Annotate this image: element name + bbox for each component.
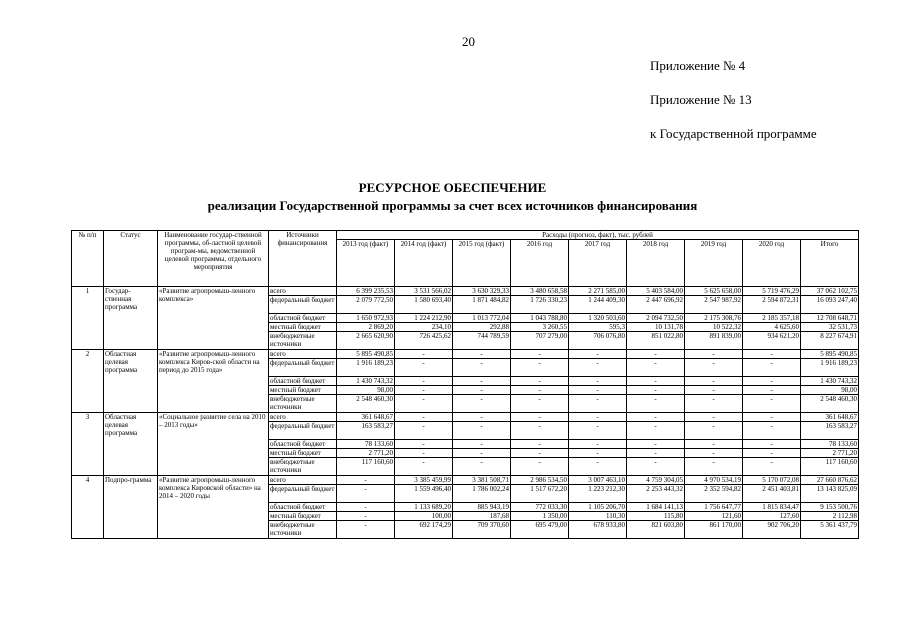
row-value-cell: - [395,386,453,395]
row-value-cell: - [511,413,569,422]
row-value-cell: 2 451 403,81 [743,485,801,503]
row-value-cell: 1 726 330,23 [511,296,569,314]
row-value-cell: - [743,350,801,359]
row-total-cell: 1 916 189,23 [801,359,859,377]
row-value-cell: - [511,377,569,386]
row-value-cell: 678 933,80 [569,521,627,539]
row-program-name: «Развитие агропромыш-ленного комплекса Киров-ской области на период до 2015 года» [158,350,269,413]
row-total-cell: 2 771,20 [801,449,859,458]
header-year: 2018 год [627,240,685,287]
row-value-cell: 851 022,80 [627,332,685,350]
row-source: федеральный бюджет [269,422,337,440]
row-value-cell: - [337,521,395,539]
row-source: внебюджетные источники [269,395,337,413]
row-total-cell: 163 583,27 [801,422,859,440]
row-value-cell: 595,3 [569,323,627,332]
row-source: всего [269,413,337,422]
row-value-cell: - [743,377,801,386]
table-row [72,287,859,296]
row-value-cell: 117 160,60 [337,458,395,476]
row-value-cell: 3 260,55 [511,323,569,332]
row-source: федеральный бюджет [269,485,337,503]
row-source: местный бюджет [269,323,337,332]
row-value-cell: - [453,386,511,395]
row-value-cell: 1 105 206,70 [569,503,627,512]
row-number: 1 [72,287,104,350]
row-value-cell: - [569,440,627,449]
table-body [72,287,859,539]
row-value-cell: - [511,422,569,440]
row-program-name: «Развитие агропромыш-ленного комплекса Кировской области» на 2014 – 2020 годы [158,476,269,539]
row-status: Государ-ственная программа [104,287,158,350]
row-value-cell: 3 385 459,99 [395,476,453,485]
table-row [72,413,859,422]
row-value-cell: - [511,350,569,359]
row-value-cell: - [685,413,743,422]
header-year: 2013 год (факт) [337,240,395,287]
row-value-cell: - [569,386,627,395]
row-source: всего [269,287,337,296]
header-expenses: Расходы (прогноз, факт), тыс. рублей [337,231,859,240]
row-total-cell: 8 227 674,91 [801,332,859,350]
row-value-cell: 1 350,00 [511,512,569,521]
row-program-name: «Социальное развитие села на 2010 – 2013 годы» [158,413,269,476]
row-value-cell: 1 244 409,30 [569,296,627,314]
row-value-cell: 2 665 620,90 [337,332,395,350]
row-value-cell: - [395,422,453,440]
row-value-cell: - [627,377,685,386]
row-value-cell: - [743,386,801,395]
row-value-cell: 709 370,60 [453,521,511,539]
row-value-cell: 1 786 002,24 [453,485,511,503]
row-total-cell: 98,00 [801,386,859,395]
appendix-line-3: к Государственной программе [650,126,817,141]
row-value-cell: 2 594 872,31 [743,296,801,314]
row-total-cell: 5 361 437,79 [801,521,859,539]
row-value-cell: 5 403 584,00 [627,287,685,296]
row-value-cell: 1 580 693,40 [395,296,453,314]
row-source: федеральный бюджет [269,359,337,377]
row-value-cell: - [685,449,743,458]
row-value-cell: 115,80 [627,512,685,521]
row-value-cell: - [453,395,511,413]
row-value-cell: 10 522,32 [685,323,743,332]
row-value-cell: 1 430 743,32 [337,377,395,386]
row-value-cell: 2 079 772,50 [337,296,395,314]
row-total-cell: 32 531,73 [801,323,859,332]
row-value-cell: - [569,350,627,359]
row-value-cell: 1 916 189,23 [337,359,395,377]
row-value-cell: 695 479,00 [511,521,569,539]
row-value-cell: - [569,413,627,422]
row-value-cell: - [511,440,569,449]
row-value-cell: - [569,377,627,386]
row-value-cell: 3 630 329,33 [453,287,511,296]
row-value-cell: - [453,413,511,422]
row-total-cell: 5 895 490,85 [801,350,859,359]
row-value-cell: - [337,476,395,485]
row-value-cell: 1 224 212,90 [395,314,453,323]
row-value-cell: 4 759 304,05 [627,476,685,485]
row-source: всего [269,350,337,359]
row-value-cell: - [511,386,569,395]
row-value-cell: - [453,422,511,440]
row-total-cell: 9 153 500,76 [801,503,859,512]
row-value-cell: - [627,395,685,413]
row-value-cell: 744 789,59 [453,332,511,350]
row-value-cell: 5 625 658,00 [685,287,743,296]
row-value-cell: - [395,350,453,359]
row-value-cell: 234,10 [395,323,453,332]
row-value-cell: - [511,458,569,476]
row-value-cell: 5 170 072,08 [743,476,801,485]
row-value-cell: - [743,413,801,422]
row-source: федеральный бюджет [269,296,337,314]
row-total-cell: 16 093 247,40 [801,296,859,314]
table-row [72,476,859,485]
row-total-cell: 27 660 876,62 [801,476,859,485]
table-row [72,350,859,359]
row-value-cell: 4 625,60 [743,323,801,332]
row-value-cell: 1 756 647,77 [685,503,743,512]
row-value-cell: 1 133 689,20 [395,503,453,512]
row-value-cell: 1 559 496,40 [395,485,453,503]
row-value-cell: - [685,440,743,449]
row-value-cell: 292,88 [453,323,511,332]
row-value-cell: - [627,458,685,476]
row-value-cell: 1 013 772,04 [453,314,511,323]
row-value-cell: 187,68 [453,512,511,521]
row-value-cell: - [569,359,627,377]
row-source: местный бюджет [269,512,337,521]
row-value-cell: 2 869,20 [337,323,395,332]
document-title: РЕСУРСНОЕ ОБЕСПЕЧЕНИЕ [358,180,547,195]
row-value-cell: 2 548 460,30 [337,395,395,413]
row-source: внебюджетные источники [269,332,337,350]
row-value-cell: 98,00 [337,386,395,395]
row-program-name: «Развитие агропромыш-ленного комплекса» [158,287,269,350]
row-total-cell: 12 708 648,71 [801,314,859,323]
row-value-cell: - [685,395,743,413]
row-value-cell: - [743,359,801,377]
row-value-cell: 821 603,80 [627,521,685,539]
row-value-cell: 3 531 566,02 [395,287,453,296]
header-year: 2015 год (факт) [453,240,511,287]
row-value-cell: 127,60 [743,512,801,521]
resource-table [71,230,859,539]
row-value-cell: - [685,350,743,359]
row-value-cell: 1 223 212,30 [569,485,627,503]
row-value-cell: - [627,413,685,422]
row-value-cell: - [337,512,395,521]
row-status: Областная целевая программа [104,350,158,413]
row-value-cell: 1 320 503,60 [569,314,627,323]
row-value-cell: 1 650 972,93 [337,314,395,323]
row-total-cell: 117 160,60 [801,458,859,476]
row-value-cell: - [685,458,743,476]
row-source: всего [269,476,337,485]
row-value-cell: 6 399 235,53 [337,287,395,296]
row-value-cell: - [337,485,395,503]
appendix-line-1: Приложение № 4 [650,58,746,73]
row-value-cell: 3 007 463,10 [569,476,627,485]
row-value-cell: - [685,386,743,395]
row-source: местный бюджет [269,449,337,458]
row-value-cell: 2 547 987,92 [685,296,743,314]
row-value-cell: - [453,377,511,386]
row-value-cell: - [453,350,511,359]
row-value-cell: - [337,503,395,512]
row-value-cell: 1 871 484,82 [453,296,511,314]
row-value-cell: - [395,440,453,449]
row-value-cell: 707 279,00 [511,332,569,350]
row-value-cell: - [743,395,801,413]
row-value-cell: 1 517 672,20 [511,485,569,503]
row-value-cell: 2 185 357,18 [743,314,801,323]
row-value-cell: 706 076,80 [569,332,627,350]
row-value-cell: 4 970 534,19 [685,476,743,485]
row-status: Областная целевая программа [104,413,158,476]
row-value-cell: - [569,449,627,458]
row-value-cell: 2 094 732,50 [627,314,685,323]
page-number: 20 [462,34,475,49]
row-source: областной бюджет [269,440,337,449]
row-value-cell: - [627,350,685,359]
row-value-cell: - [395,449,453,458]
row-value-cell: - [627,422,685,440]
row-total-cell: 1 430 743,32 [801,377,859,386]
row-value-cell: - [453,440,511,449]
row-value-cell: 1 684 141,13 [627,503,685,512]
row-number: 4 [72,476,104,539]
header-num: № п/п [72,231,104,287]
row-total-cell: 2 112,98 [801,512,859,521]
row-value-cell: 3 381 508,71 [453,476,511,485]
header-total: Итого [801,240,859,287]
row-total-cell: 2 548 460,30 [801,395,859,413]
row-value-cell: - [395,359,453,377]
row-value-cell: - [569,458,627,476]
row-value-cell: - [453,449,511,458]
row-value-cell: 10 131,78 [627,323,685,332]
row-value-cell: - [511,359,569,377]
row-value-cell: - [743,422,801,440]
row-value-cell: - [569,395,627,413]
row-value-cell: - [395,395,453,413]
row-value-cell: 163 583,27 [337,422,395,440]
row-value-cell: 3 480 658,58 [511,287,569,296]
row-value-cell: - [685,359,743,377]
row-value-cell: 726 425,62 [395,332,453,350]
row-source: местный бюджет [269,386,337,395]
row-value-cell: 2 175 308,76 [685,314,743,323]
row-value-cell: 121,60 [685,512,743,521]
row-status: Подпро-грамма [104,476,158,539]
document-subtitle: реализации Государственной программы за счет всех источников финансирования [207,198,698,213]
row-value-cell: - [627,440,685,449]
row-value-cell: - [511,395,569,413]
row-value-cell: 78 133,60 [337,440,395,449]
row-value-cell: - [453,458,511,476]
header-status: Статус [104,231,158,287]
row-source: областной бюджет [269,377,337,386]
row-value-cell: 100,00 [395,512,453,521]
row-value-cell: - [743,440,801,449]
row-source: областной бюджет [269,503,337,512]
row-value-cell: 2 253 443,32 [627,485,685,503]
row-value-cell: 934 621,20 [743,332,801,350]
row-value-cell: - [511,449,569,458]
header-year: 2014 год (факт) [395,240,453,287]
appendix-line-2: Приложение № 13 [650,92,752,107]
row-value-cell: 2 352 594,82 [685,485,743,503]
header-year: 2016 год [511,240,569,287]
header-name: Наименование государ-ственной программы, об-ластной целевой програм-мы, ведомственной целевой программы, отдельного мероприятия [158,231,269,287]
row-value-cell: 891 839,00 [685,332,743,350]
header-year: 2020 год [743,240,801,287]
header-source: Источники финансирования [269,231,337,287]
row-total-cell: 13 143 825,09 [801,485,859,503]
row-value-cell: 361 648,67 [337,413,395,422]
row-value-cell: 2 771,20 [337,449,395,458]
row-value-cell: - [743,449,801,458]
row-total-cell: 37 062 102,75 [801,287,859,296]
row-value-cell: 772 033,30 [511,503,569,512]
row-value-cell: 110,30 [569,512,627,521]
row-value-cell: 1 815 834,47 [743,503,801,512]
row-value-cell: - [453,359,511,377]
row-value-cell: - [569,422,627,440]
row-value-cell: 5 719 476,29 [743,287,801,296]
row-value-cell: - [743,458,801,476]
row-value-cell: 885 943,19 [453,503,511,512]
row-value-cell: 1 043 788,80 [511,314,569,323]
row-value-cell: - [627,386,685,395]
row-number: 3 [72,413,104,476]
header-year: 2017 год [569,240,627,287]
row-source: внебюджетные источники [269,458,337,476]
row-source: областной бюджет [269,314,337,323]
row-value-cell: 861 170,00 [685,521,743,539]
row-value-cell: 2 271 585,00 [569,287,627,296]
row-total-cell: 361 648,67 [801,413,859,422]
row-total-cell: 78 133,60 [801,440,859,449]
row-value-cell: - [685,377,743,386]
row-value-cell: 2 447 696,92 [627,296,685,314]
row-value-cell: 692 174,29 [395,521,453,539]
row-value-cell: 902 706,20 [743,521,801,539]
row-value-cell: - [627,449,685,458]
row-value-cell: - [395,413,453,422]
row-value-cell: - [685,422,743,440]
row-value-cell: - [627,359,685,377]
row-value-cell: - [395,377,453,386]
row-source: внебюджетные источники [269,521,337,539]
row-number: 2 [72,350,104,413]
row-value-cell: 5 895 490,85 [337,350,395,359]
row-value-cell: - [395,458,453,476]
header-year: 2019 год [685,240,743,287]
row-value-cell: 2 986 534,50 [511,476,569,485]
